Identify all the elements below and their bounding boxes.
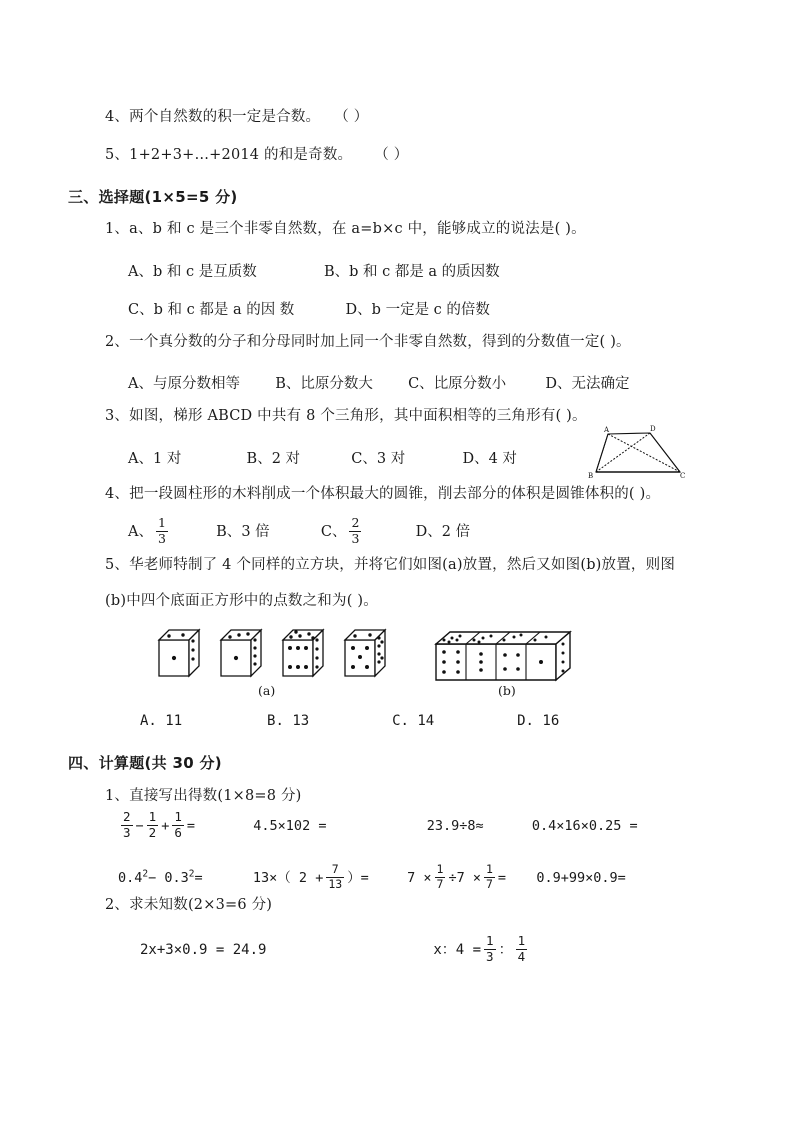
question-4-option-b-label: B、 xyxy=(216,524,242,540)
question-4-option-c[interactable] xyxy=(320,515,365,546)
question-2-option-c[interactable] xyxy=(408,372,506,393)
question-5-option-c[interactable] xyxy=(392,713,434,729)
question-4-number: 4、 xyxy=(105,486,130,502)
trapezoid-label-a: A xyxy=(604,426,610,434)
question-5-options xyxy=(140,713,559,729)
arith-expr-7 xyxy=(407,862,507,891)
figure-b-dice-row xyxy=(430,628,590,690)
question-1-stem xyxy=(105,222,586,238)
arith-expr-7-mid: ÷7 × xyxy=(448,870,481,886)
question-5-option-c-label: C. xyxy=(392,713,409,729)
question-2-option-a-label: A、 xyxy=(128,376,153,392)
question-2-stem xyxy=(105,335,631,351)
sub-question-2-title xyxy=(105,898,272,914)
sub-question-1-title xyxy=(105,789,302,805)
fraction-numerator: 7 xyxy=(331,862,339,876)
question-5-option-d[interactable] xyxy=(517,713,559,729)
arith-row-1 xyxy=(118,809,638,840)
operator-minus: − xyxy=(135,818,144,834)
ratio-colon: ： xyxy=(498,942,513,958)
question-2-option-a-text: 与原分数相等 xyxy=(152,376,240,392)
judgement-item-4 xyxy=(105,110,368,126)
figure-a-caption: (a) xyxy=(258,683,276,698)
question-5-number: 5、 xyxy=(105,557,130,573)
question-2-options xyxy=(128,372,630,393)
equals-sign: = xyxy=(186,818,196,834)
fraction-denominator: 3 xyxy=(351,530,360,546)
arith-expr-5-base2: − 0.3 xyxy=(148,870,189,886)
question-1-option-c-text: b 和 c 都是 a 的因 数 xyxy=(153,302,295,318)
fraction-numerator: 2 xyxy=(351,515,360,530)
judgement-item-4-text: 两个自然数的积一定是合数。 xyxy=(129,109,321,125)
question-4-option-a[interactable] xyxy=(128,515,171,546)
fraction-numerator: 1 xyxy=(148,809,157,824)
question-5-option-b[interactable] xyxy=(267,713,309,729)
question-1-number: 1、 xyxy=(105,221,130,237)
question-1-option-a-text: b 和 c 是互质数 xyxy=(152,264,257,280)
fraction-denominator: 13 xyxy=(328,876,343,891)
question-5-option-a[interactable] xyxy=(140,713,182,729)
question-2-text: 一个真分数的分子和分母同时加上同一个非零自然数，得到的分数值一定( )。 xyxy=(129,334,631,350)
section-three-heading: 三、选择题(1×5=5 分) xyxy=(68,188,238,206)
question-4-option-c-label: C、 xyxy=(320,524,347,540)
question-3-option-d-label: D、 xyxy=(462,451,489,467)
arith-expr-3: 23.9÷8≈ xyxy=(426,818,484,834)
question-3-option-d[interactable] xyxy=(462,447,516,468)
question-1-option-d-label: D、 xyxy=(345,302,372,318)
question-3-option-b-text: 2 对 xyxy=(271,451,301,467)
trapezoid-abcd-svg xyxy=(588,424,688,480)
question-4-option-d-text: 2 倍 xyxy=(441,524,471,540)
question-5-option-d-label: D. xyxy=(517,713,534,729)
judgement-item-4-blank: （ ） xyxy=(334,109,369,125)
question-3-option-b-label: B、 xyxy=(246,451,272,467)
question-3-options xyxy=(128,447,517,468)
arith-expr-8: 0.9+99×0.9= xyxy=(536,870,626,886)
equation-2-pre: x：4 = xyxy=(433,942,482,958)
question-5-stem-line-1 xyxy=(105,558,675,574)
equation-row xyxy=(140,933,530,964)
fraction-numerator: 1 xyxy=(436,862,444,876)
fraction-7-13 xyxy=(326,864,344,890)
fraction-denominator: 2 xyxy=(148,824,157,840)
trapezoid-label-d: D xyxy=(650,425,656,433)
arith-expr-7-pre: 7 × xyxy=(407,870,432,886)
question-2-option-c-label: C、 xyxy=(408,376,434,392)
question-3-option-c[interactable] xyxy=(351,447,405,468)
question-4-option-a-fraction xyxy=(156,517,168,545)
question-4-option-d-label: D、 xyxy=(415,524,442,540)
fraction-denominator: 4 xyxy=(517,948,526,964)
sub-question-2-text: 求未知数(2×3=6 分) xyxy=(129,897,273,913)
arith-expr-5 xyxy=(118,870,203,886)
fraction-numerator: 1 xyxy=(485,862,493,876)
exponent-2: 2 xyxy=(142,868,149,880)
question-4-options xyxy=(128,515,471,546)
question-5-option-b-label: B. xyxy=(267,713,284,729)
fraction-1-7-a xyxy=(435,864,446,890)
question-5-text-1: 华老师特制了 4 个同样的立方块，并将它们如图(a)放置，然后又如图(b)放置，则图 xyxy=(129,557,676,573)
question-3-option-a[interactable] xyxy=(128,447,181,468)
arith-expr-6 xyxy=(252,862,369,891)
question-5-stem-line-2: (b)中四个底面正方形中的点数之和为( )。 xyxy=(105,593,378,609)
fraction-denominator: 6 xyxy=(174,824,182,840)
figure-b-caption: (b) xyxy=(498,683,516,698)
question-1-text: a、b 和 c 是三个非零自然数，在 a=b×c 中，能够成立的说法是( )。 xyxy=(129,221,586,237)
question-4-option-a-label: A、 xyxy=(128,524,153,540)
question-3-text: 如图，梯形 ABCD 中共有 8 个三角形，其中面积相等的三角形有( )。 xyxy=(129,408,587,424)
question-2-number: 2、 xyxy=(105,334,130,350)
sub-question-1-text: 直接写出得数(1×8=8 分) xyxy=(129,788,302,804)
fraction-numerator: 1 xyxy=(486,933,494,948)
fraction-2-3 xyxy=(121,811,133,839)
section-four-heading: 四、计算题(共 30 分) xyxy=(68,754,222,772)
equals-sign: = xyxy=(194,870,203,886)
question-1-options-row-1 xyxy=(128,260,500,281)
arith-expr-2: 4.5×102 = xyxy=(253,818,327,834)
arith-expr-4: 0.4×16×0.25 = xyxy=(531,818,638,834)
fraction-1-7-b xyxy=(484,864,495,890)
question-5-option-b-text: 13 xyxy=(292,713,310,729)
sub-question-2-number: 2、 xyxy=(105,897,130,913)
question-1-option-d[interactable] xyxy=(346,298,490,319)
question-2-option-d-label: D、 xyxy=(545,376,572,392)
fraction-denominator: 7 xyxy=(485,876,493,891)
question-4-option-b[interactable] xyxy=(216,520,270,541)
judgement-item-4-number: 4、 xyxy=(105,109,130,125)
question-5-option-d-text: 16 xyxy=(542,713,560,729)
fraction-denominator: 3 xyxy=(157,530,166,546)
fraction-denominator: 7 xyxy=(436,876,444,891)
question-5-option-a-text: 11 xyxy=(165,713,183,729)
question-1-option-c[interactable] xyxy=(128,298,294,319)
figure-a-svg xyxy=(155,626,395,684)
operator-plus: + xyxy=(161,818,170,834)
figure-b-svg xyxy=(430,628,590,686)
question-3-option-c-text: 3 对 xyxy=(376,451,406,467)
question-1-options-row-2 xyxy=(128,298,490,319)
question-2-option-b-text: 比原分数大 xyxy=(300,376,373,392)
equation-2 xyxy=(433,933,530,964)
fraction-1-6 xyxy=(172,811,184,839)
equation-1: 2x+3×0.9 = 24.9 xyxy=(140,942,267,958)
question-1-option-a-label: A、 xyxy=(128,264,153,280)
question-3-option-c-label: C、 xyxy=(351,451,377,467)
question-4-text: 把一段圆柱形的木料削成一个体积最大的圆锥，削去部分的体积是圆锥体积的( )。 xyxy=(129,486,661,502)
question-2-option-d-text: 无法确定 xyxy=(571,376,630,392)
arith-expr-1 xyxy=(118,809,203,840)
judgement-item-5 xyxy=(105,148,408,164)
fraction-1-2 xyxy=(147,811,159,839)
question-3-option-d-text: 4 对 xyxy=(488,451,517,467)
arith-expr-5-base1: 0.4 xyxy=(118,870,143,886)
figure-a-dice-group xyxy=(155,626,395,688)
fraction-denominator: 3 xyxy=(486,948,494,964)
question-2-option-c-text: 比原分数小 xyxy=(433,376,507,392)
question-5-option-c-text: 14 xyxy=(417,713,435,729)
fraction-numerator: 1 xyxy=(517,933,526,948)
question-5-option-a-label: A. xyxy=(140,713,157,729)
arith-expr-6-pre: 13×（ 2 + xyxy=(252,870,324,886)
question-2-option-b-label: B、 xyxy=(275,376,301,392)
question-3-option-a-text: 1 对 xyxy=(152,451,182,467)
question-1-option-d-text: b 一定是 c 的倍数 xyxy=(371,302,490,318)
question-1-option-b[interactable] xyxy=(324,260,500,281)
question-1-option-b-label: B、 xyxy=(323,264,350,280)
question-1-option-b-text: b 和 c 都是 a 的质因数 xyxy=(349,264,500,280)
fraction-numerator: 1 xyxy=(157,515,166,530)
question-3-stem xyxy=(105,409,587,425)
question-3-option-b[interactable] xyxy=(247,447,301,468)
fraction-denominator: 3 xyxy=(123,824,131,840)
question-4-option-b-text: 3 倍 xyxy=(241,524,270,540)
question-2-option-a[interactable] xyxy=(128,372,240,393)
sub-question-1-number: 1、 xyxy=(105,788,130,804)
question-2-option-b[interactable] xyxy=(275,372,373,393)
judgement-item-5-number: 5、 xyxy=(105,147,130,163)
fraction-1-4 xyxy=(516,935,528,963)
judgement-item-5-text: 1+2+3+…+2014 的和是奇数。 xyxy=(129,147,353,163)
exponent-2: 2 xyxy=(188,868,195,880)
question-4-option-d[interactable] xyxy=(416,520,470,541)
fraction-1-3 xyxy=(484,935,496,963)
fraction-numerator: 1 xyxy=(174,809,182,824)
arith-expr-6-post: ）= xyxy=(347,870,369,886)
question-1-option-c-label: C、 xyxy=(128,302,154,318)
fraction-numerator: 2 xyxy=(123,809,131,824)
equals-sign: = xyxy=(497,870,507,886)
trapezoid-label-c: C xyxy=(680,472,686,480)
arith-row-2 xyxy=(118,862,626,891)
trapezoid-label-b: B xyxy=(588,472,594,480)
question-1-option-a[interactable] xyxy=(128,260,257,281)
question-2-option-d[interactable] xyxy=(545,372,629,393)
judgement-item-5-blank: （ ） xyxy=(374,147,409,163)
question-3-number: 3、 xyxy=(105,408,130,424)
question-4-option-c-fraction xyxy=(349,517,361,545)
trapezoid-figure xyxy=(588,424,688,484)
question-3-option-a-label: A、 xyxy=(128,451,153,467)
question-4-stem xyxy=(105,487,660,503)
